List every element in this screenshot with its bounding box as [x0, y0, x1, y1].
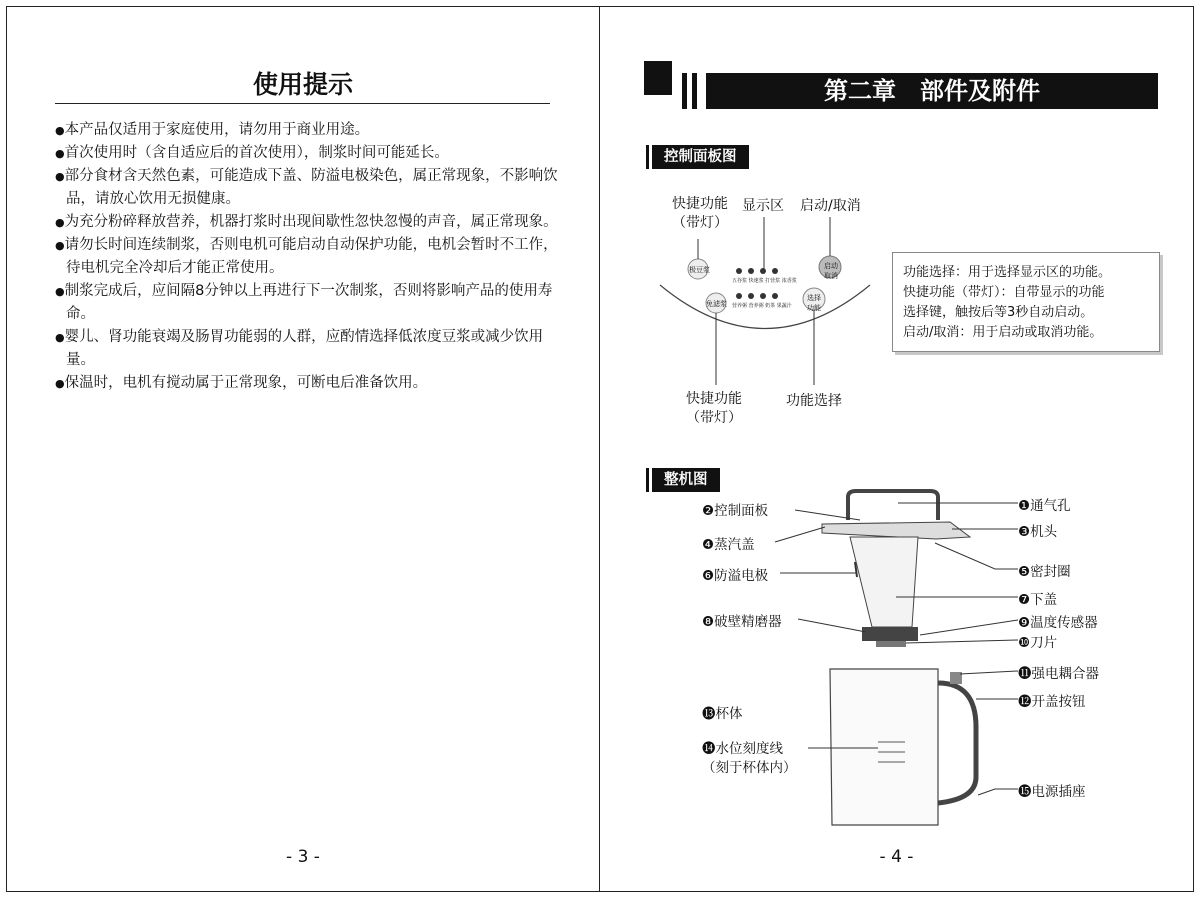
part-label: ❽破壁精磨器 [702, 614, 782, 630]
part-label: ⓭杯体 [702, 706, 743, 722]
leader-line [795, 510, 860, 520]
part-label: ❻防溢电极 [702, 568, 769, 584]
button-label: 极豆浆 [689, 266, 710, 274]
bullet-icon: ● [55, 147, 65, 160]
label-start-cancel: 启动/取消 [800, 198, 861, 214]
button-label: 启动 取消 [824, 262, 838, 280]
label-display-area: 显示区 [742, 198, 784, 214]
button-label: 选择 功能 [807, 294, 821, 312]
bullet-icon: ● [55, 124, 65, 137]
description-line: 启动/取消：用于启动或取消功能。 [903, 325, 1103, 340]
part-label: ⓫强电耦合器 [1018, 666, 1099, 682]
leader-line [960, 671, 1018, 674]
head-body [850, 537, 918, 627]
leader-line [798, 619, 866, 632]
leader-line [920, 620, 1018, 635]
label-quick-func-top: 快捷功能 （带灯） [672, 196, 728, 231]
lid-plate [822, 522, 970, 539]
button-label: 免滤浆 [706, 300, 727, 308]
bullet-icon: ● [55, 285, 65, 298]
part-label: ❸机头 [1018, 524, 1058, 540]
top-handle [848, 491, 938, 520]
page-number: - 4 - [879, 847, 914, 867]
part-label: ⓮水位刻度线 （刻于杯体内） [702, 741, 797, 776]
section-control-panel: 控制面板图 [652, 145, 749, 169]
machine-diagram [600, 7, 1195, 893]
bullet-icon: ● [55, 216, 65, 229]
tip-item: ●本产品仅适用于家庭使用，请勿用于商业用途。 [55, 122, 370, 138]
label-function-select: 功能选择 [786, 393, 842, 409]
grinder [862, 627, 918, 641]
cup-body [830, 669, 938, 825]
chapter-title: 第二章 部件及附件 [706, 73, 1158, 109]
part-label: ❹蒸汽盖 [702, 537, 755, 553]
tip-item: ●请勿长时间连续制浆，否则电机可能启动自动保护功能，电机会暂时不工作，待电机完全冷却后才能正常使用。 [55, 237, 558, 276]
page-title: 使用提示 [252, 70, 353, 99]
section-machine: 整机图 [652, 468, 720, 492]
description-line: 快捷功能（带灯）：自带显示的功能 [903, 285, 1105, 300]
part-label: ❿刀片 [1018, 635, 1058, 651]
part-label: ❶通气孔 [1018, 498, 1071, 514]
bullet-icon: ● [55, 331, 65, 344]
label-quick-func-bottom: 快捷功能 （带灯） [686, 391, 742, 426]
icon-labels: 营养粥 营养粥 奶茶 果蔬汁 [732, 303, 792, 309]
bullet-icon: ● [55, 239, 65, 252]
tip-item: ●首次使用时（含自适应后的首次使用），制浆时间可能延长。 [55, 145, 449, 161]
tips-list [55, 119, 565, 395]
leader-line [906, 640, 1018, 643]
part-label: ❷控制面板 [702, 503, 769, 519]
page-number: - 3 - [286, 847, 320, 867]
leader-line [978, 789, 1018, 795]
tip-item: ●制浆完成后，应间隔8分钟以上再进行下一次制浆，否则将影响产品的使用寿命。 [55, 283, 553, 322]
part-label: ⓬开盖按钮 [1018, 694, 1086, 710]
bullet-icon: ● [55, 170, 65, 183]
cup-handle [938, 683, 976, 803]
leader-line [935, 543, 1018, 569]
tip-item: ●保温时，电机有搅动属于正常现象，可断电后准备饮用。 [55, 375, 428, 391]
part-label: ⓯电源插座 [1018, 784, 1086, 800]
left-page [6, 6, 600, 892]
description-line: 功能选择：用于选择显示区的功能。 [903, 265, 1112, 280]
tip-item: ●为充分粉碎释放营养，机器打浆时出现间歇性忽快忽慢的声音，属正常现象。 [55, 214, 558, 230]
bullet-icon: ● [55, 377, 65, 390]
part-label: ❾温度传感器 [1018, 615, 1098, 631]
part-label: ❺密封圈 [1018, 564, 1071, 580]
tip-item: ●部分食材含天然色素，可能造成下盖、防溢电极染色，属正常现象，不影响饮品，请放心饮用无损健康。 [55, 168, 558, 207]
title-rule [55, 103, 550, 104]
blade [876, 641, 906, 647]
tip-item: ●婴儿、肾功能衰竭及肠胃功能弱的人群，应酌情选择低浓度豆浆或减少饮用量。 [55, 329, 544, 368]
part-label: ❼下盖 [1018, 592, 1058, 608]
description-line: 选择键，触按后等3秒自动启动。 [903, 305, 1094, 320]
icon-labels: 五谷浆 快速浆 打营浆 浓香浆 [732, 278, 797, 284]
leader-line [775, 527, 825, 542]
right-page [599, 6, 1194, 892]
